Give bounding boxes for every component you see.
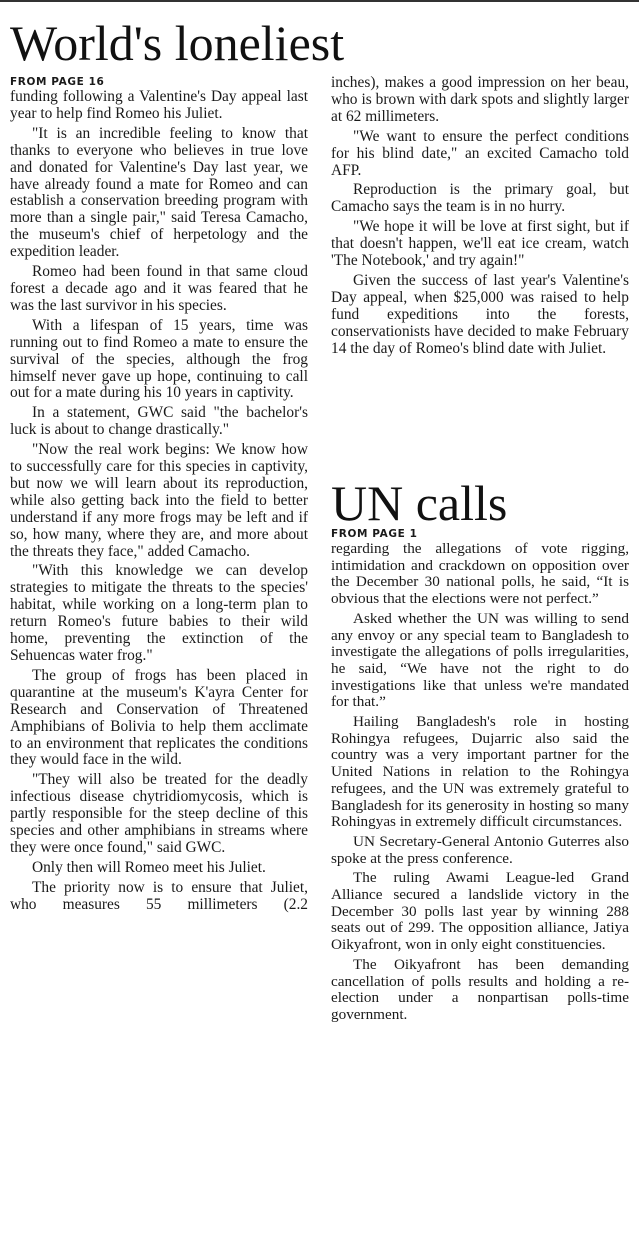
paragraph: "Now the real work begins: We know how to successfully care for this species in captivity, but now we will learn about its reproduction, while also getting back into the field to better understand if any more frogs may be left and if so, how many, where they are, and more about the threats they face," added Camacho. — [10, 441, 308, 560]
from-page-label: FROM PAGE 1 — [331, 528, 418, 540]
paragraph: The Oikyafront has been demanding cancellation of polls results and holding a re-election under a nonpartisan polls-time government. — [331, 955, 629, 1023]
paragraph: Reproduction is the primary goal, but Camacho says the team is in no hurry. — [331, 181, 629, 216]
headline-worlds-loneliest: World's loneliest — [10, 15, 345, 71]
paragraph: "They will also be treated for the deadly infectious disease chytridiomycosis, which is partly responsible for the steep decline of this species and other amphibians in streams where they were once found," said GWC. — [10, 771, 308, 856]
story1-column-2 — [331, 75, 629, 361]
paragraph: funding following a Valentine's Day appeal last year to help find Romeo his Juliet. — [10, 88, 308, 122]
paragraph: inches), makes a good impression on her beau, who is brown with dark spots and slightly larger at 62 millimeters. — [331, 74, 629, 125]
paragraph: "We want to ensure the perfect conditions for his blind date," an excited Camacho told AFP. — [331, 127, 629, 179]
paragraph: Given the success of last year's Valentine's Day appeal, when $25,000 was raised to help fund expeditions into the forests, conservationists have decided to make February 14 the day of Romeo's blind date with Juliet. — [331, 271, 629, 357]
from-page-label: FROM PAGE 16 — [10, 76, 105, 88]
paragraph: "With this knowledge we can develop strategies to mitigate the threats to the species' habitat, while working on a long-term plan to return Romeo's future babies to their wild home, preventing the extinction of the Sehuencas water frog." — [10, 562, 308, 664]
paragraph: Only then will Romeo meet his Juliet. — [32, 858, 266, 876]
top-rule — [0, 0, 639, 2]
headline-un-calls: UN calls — [331, 475, 508, 531]
paragraph: "It is an incredible feeling to know that thanks to everyone who believes in true love and donated for Valentine's Day last year, we have already found a mate for Romeo and can establish a conservation breeding program with more than a single pair," said Teresa Camacho, the museum's chief of herpetology and the expedition leader. — [10, 124, 308, 261]
paragraph: regarding the allegations of vote rigging, intimidation and crackdown on opposition over the December 30 national polls, he said, “It is obvious that the elections were not perfect.” — [331, 540, 629, 608]
paragraph: Hailing Bangladesh's role in hosting Rohingya refugees, Dujarric also said the country was a very important partner for the United Nations in relation to the Rohingya refugees, and the UN was extremely grateful to Bangladesh for its generosity in hosting so many Rohingyas in extremely difficult circumstances. — [331, 713, 629, 831]
paragraph: With a lifespan of 15 years, time was running out to find Romeo a mate to ensure the survival of the species, although the frog himself never gave up hope, continuing to call out for a mate during his 10 years in captivity. — [10, 316, 308, 402]
paragraph: Asked whether the UN was willing to send any envoy or any special team to Bangladesh to investigate the allegations of polls irregularities, he said, “We have not the right to do investigations like that unless we're mandated for that.” — [331, 609, 629, 711]
paragraph: UN Secretary-General Antonio Guterres also spoke at the press conference. — [331, 832, 629, 867]
paragraph: The group of frogs has been placed in quarantine at the museum's K'ayra Center for Research and Conservation of Threatened Amphibians of Bolivia to help them acclimate to an environment that replicates the conditions they would face in the wild. — [10, 666, 308, 769]
paragraph: Romeo had been found in that same cloud forest a decade ago and it was feared that he was the last survivor in his species. — [10, 263, 308, 314]
paragraph: "We hope it will be love at first sight, but if that doesn't happen, we'll eat ice cream, watch 'The Notebook,' and try again!" — [331, 218, 629, 270]
paragraph: The ruling Awami League-led Grand Alliance secured a landslide victory in the December 30 polls last year by winning 288 seats out of 299. The opposition alliance, Jatiya Oikyafront, won in only eight constituencies. — [331, 869, 629, 954]
story2-column — [331, 527, 629, 1027]
paragraph: In a statement, GWC said "the bachelor's luck is about to change drastically." — [10, 404, 308, 439]
story1-column-1 — [10, 75, 308, 917]
paragraph: The priority now is to ensure that Juliet, who measures 55 millimeters (2.2 — [10, 878, 308, 913]
